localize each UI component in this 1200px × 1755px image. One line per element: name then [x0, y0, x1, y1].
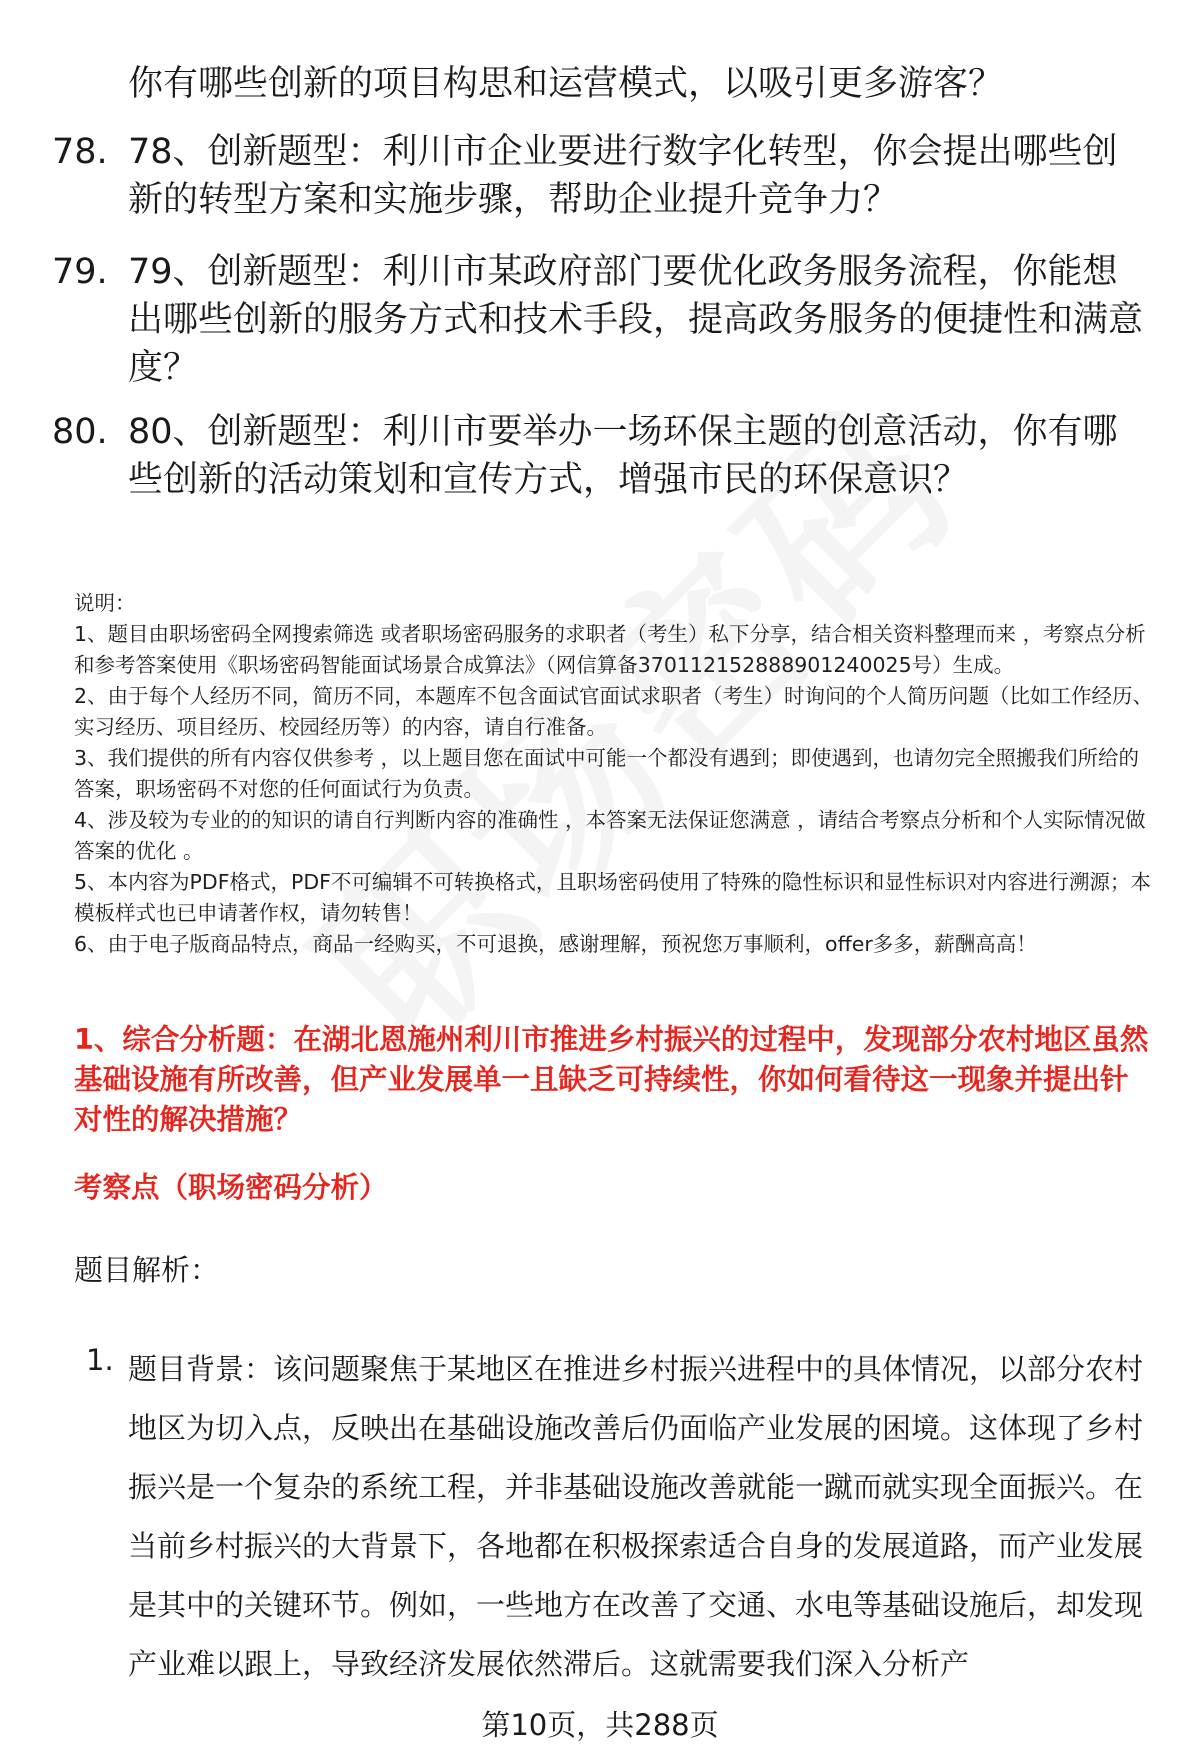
- question-continuation: 你有哪些创新的项目构思和运营模式，以吸引更多游客？: [128, 64, 1004, 104]
- notes-item: 3、我们提供的所有内容仅供参考 ，以上题目您在面试中可能一个都没有遇到；即使遇到，也请勿完全照搬我们所给的答案，职场密码不对您的任何面试行为负责。: [74, 746, 1140, 801]
- question-text: 78、创新题型：利川市企业要进行数字化转型，你会提出哪些创新的转型方案和实施步骤，帮助企业提升竞争力？: [128, 132, 1118, 220]
- notes-item: 4、涉及较为专业的的知识的请自行判断内容的准确性 ，本答案无法保证您满意 ，请结合考察点分析和个人实际情况做答案的优化 。: [74, 808, 1146, 863]
- notes-item: 6、由于电子版商品特点，商品一经购买，不可退换，感谢理解，预祝您万事顺利，offer多多，薪酬高高！: [74, 932, 1037, 956]
- analysis-point-text: 题目背景：该问题聚焦于某地区在推进乡村振兴进程中的具体情况，以部分农村地区为切入点，反映出在基础设施改善后仍面临产业发展的困境。这体现了乡村振兴是一个复杂的系统工程，并非基础设施改善就能一蹴而就实现全面振兴。在当前乡村振兴的大背景下，各地都在积极探索适合自身的发展道路，而产业发展是其中的关键环节。例如，一些地方在改善了交通、水电等基础设施后，却发现产业难以跟上，导致经济发展依然滞后。这就需要我们深入分析产: [128, 1352, 1144, 1681]
- notes-item: 5、本内容为PDF格式，PDF不可编辑不可转换格式，且职场密码使用了特殊的隐性标识和显性标识对内容进行溯源；本模板样式也已申请著作权，请勿转售！: [74, 870, 1151, 925]
- question-number: 80.: [52, 412, 108, 452]
- analysis-point-number: 1.: [86, 1343, 114, 1377]
- exam-point-heading: 考察点（职场密码分析）: [74, 1171, 388, 1204]
- page-footer: 第10页，共288页: [481, 1708, 719, 1742]
- notes-item: 1、题目由职场密码全网搜索筛选 或者职场密码服务的求职者（考生）私下分享，结合相关资料整理而来 ，考察点分析和参考答案使用《职场密码智能面试场景合成算法》（网信算备370112152888901240025号）生成。: [74, 622, 1146, 677]
- analysis-heading: 题目解析：: [74, 1253, 220, 1287]
- question-number: 78.: [52, 132, 108, 172]
- notes-heading: 说明：: [74, 591, 136, 615]
- main-question-title: 1、综合分析题：在湖北恩施州利川市推进乡村振兴的过程中，发现部分农村地区虽然基础设施有所改善，但产业发展单一且缺乏可持续性，你如何看待这一现象并提出针对性的解决措施？: [74, 1023, 1149, 1136]
- notes-section: [74, 588, 1154, 960]
- question-text: 80、创新题型：利川市要举办一场环保主题的创意活动，你有哪些创新的活动策划和宣传方式，增强市民的环保意识？: [128, 412, 1118, 500]
- notes-item: 2、由于每个人经历不同，简历不同，本题库不包含面试官面试求职者（考生）时询问的个人简历问题（比如工作经历、实习经历、项目经历、校园经历等）的内容，请自行准备。: [74, 684, 1154, 739]
- question-text: 79、创新题型：利川市某政府部门要优化政务服务流程，你能想出哪些创新的服务方式和技术手段，提高政务服务的便捷性和满意度？: [128, 252, 1144, 388]
- question-number: 79.: [52, 252, 108, 292]
